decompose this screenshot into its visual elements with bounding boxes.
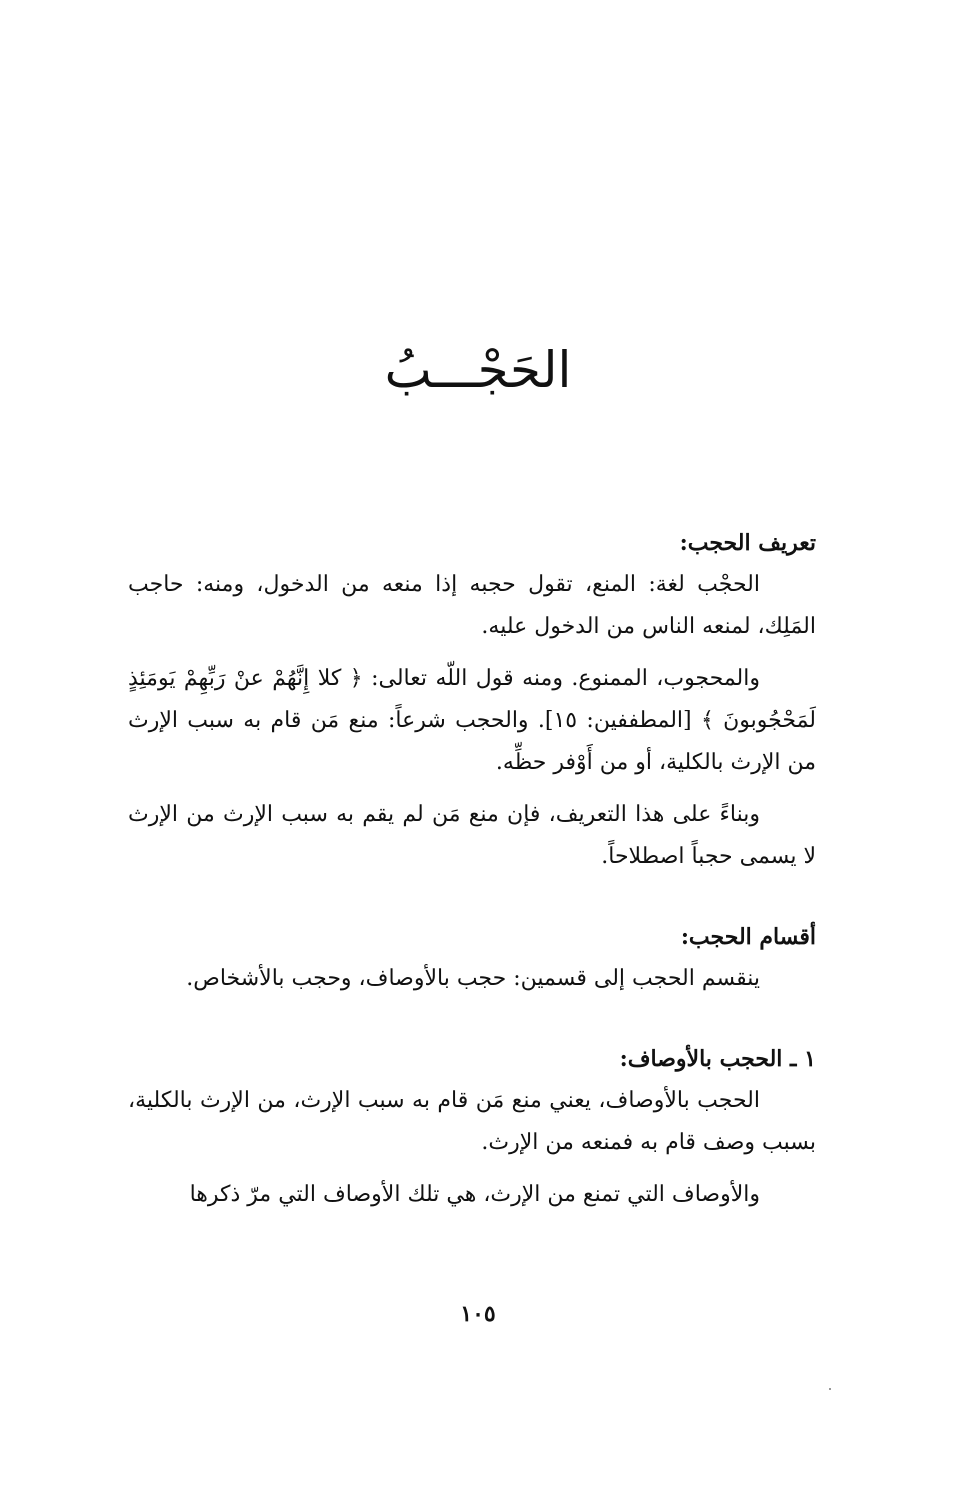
spacer <box>128 1000 816 1038</box>
spacer <box>128 878 816 916</box>
page-number: ١٠٥ <box>460 1301 496 1327</box>
paragraph: والمحجوب، الممنوع. ومنه قول اللّه تعالى: ﴿ كلا إِنَّهُمْ عنْ رَبِّهِمْ يَومَئِذٍ لَمَحْجُوبونَ ﴾ [المطففين: ١٥]. والحجب شرعاً: منع مَن قام به سبب الإرث من الإرث بالكلية، أو من أَوْفر حظِّه. <box>128 666 816 775</box>
paragraph: الحجْب لغة: المنع، تقول حجبه إذا منعه من الدخول، ومنه: حاجب المَلِك، لمنعه الناس من الدخول عليه. <box>128 572 816 639</box>
paragraph: والأوصاف التي تمنع من الإرث، هي تلك الأوصاف التي مرّ ذكرها <box>189 1182 760 1207</box>
scan-speck <box>829 1388 831 1390</box>
section-heading: ١ ـ الحجب بالأوصاف: <box>619 1046 816 1072</box>
section-types <box>128 916 816 1000</box>
spacer <box>128 1164 816 1174</box>
section-definition <box>128 522 816 878</box>
section-heading: أقسام الحجب: <box>680 924 816 950</box>
section-heading: تعريف الحجب: <box>679 530 816 556</box>
page-body <box>128 522 816 1216</box>
paragraph: الحجب بالأوصاف، يعني منع مَن قام به سبب الإرث، من الإرث بالكلية، بسبب وصف قام به فمنعه من الإرث. <box>128 1088 816 1155</box>
paragraph: ينقسم الحجب إلى قسمين: حجب بالأوصاف، وحجب بالأشخاص. <box>186 966 760 991</box>
paragraph: وبناءً على هذا التعريف، فإن منع مَن لم يقم به سبب الإرث من الإرث لا يسمى حجباً اصطلاحاً. <box>128 802 816 869</box>
spacer <box>128 784 816 794</box>
chapter-title: الحَجْـــبُ <box>384 341 572 399</box>
section-blocking-by-attributes <box>128 1038 816 1216</box>
spacer <box>128 648 816 658</box>
